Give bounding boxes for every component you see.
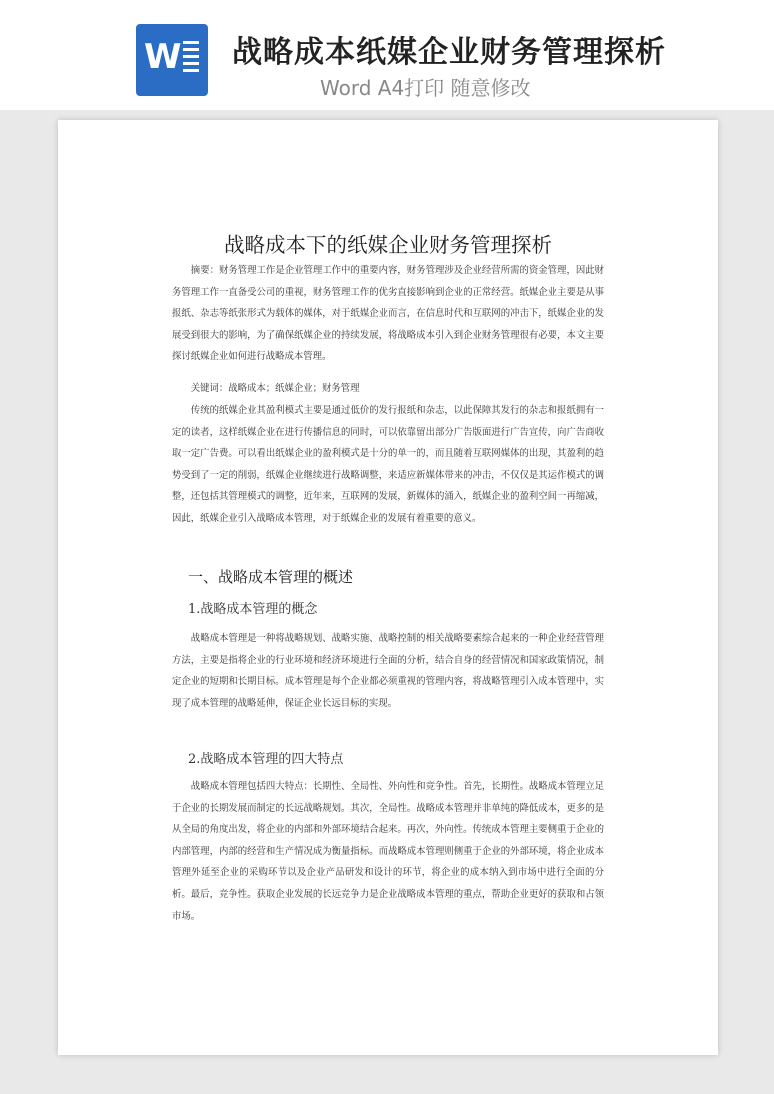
abstract-paragraph: 摘要：财务管理工作是企业管理工作中的重要内容，财务管理涉及企业经营所需的资金管理，因此财务管理工作一直备受公司的重视，财务管理工作的优劣直接影响到企业的正常经营。纸媒企业主要是从事报纸、杂志等纸张形式为载体的媒体，对于纸媒企业而言，在信息时代和互联网的冲击下，纸媒企业的发展受到很大的影响，为了确保纸媒企业的持续发展，将战略成本引入到企业财务管理很有必要，本文主要探讨纸媒企业如何进行战略成本管理。 bbox=[172, 265, 604, 363]
document-page bbox=[58, 120, 718, 1055]
word-document-icon bbox=[136, 24, 208, 96]
intro-paragraph: 传统的纸媒企业其盈利模式主要是通过低价的发行报纸和杂志，以此保障其发行的杂志和报纸拥有一定的读者，这样纸媒企业在进行传播信息的同时，可以依靠留出部分广告版面进行广告宣传，向广告商收取一定广告费。可以看出纸媒企业的盈利模式是十分的单一的，而且随着互联网媒体的出现，其盈利的趋势受到了一定的削弱，纸媒企业继续进行战略调整，来适应新媒体带来的冲击，不仅仅是其运作模式的调整，还包括其管理模式的调整，近年来，互联网的发展，新媒体的涌入，纸媒企业的盈利空间一再缩减，因此，纸媒企业引入战略成本管理，对于纸媒企业的发展有着重要的意义。 bbox=[172, 405, 604, 524]
subsection-2-paragraph: 战略成本管理包括四大特点：长期性、全局性、外向性和竞争性。首先，长期性。战略成本管理立足于企业的长期发展而制定的长远战略规划。其次，全局性。战略成本管理并非单纯的降低成本，更多的是从全局的角度出发，将企业的内部和外部环境结合起来。再次，外向性。传统成本管理主要侧重于企业的内部管理，内部的经营和生产情况成为衡量指标。而战略成本管理则侧重于企业的外部环境，将企业成本管理外延至企业的采购环节以及企业产品研发和设计的环节，将企业的成本纳入到市场中进行全面的分析。最后，竞争性。获取企业发展的长远竞争力是企业战略成本管理的重点，帮助企业更好的获取和占领市场。 bbox=[172, 781, 604, 922]
subsection-heading-1: 1.战略成本管理的概念 bbox=[188, 602, 318, 617]
header-subtitle: Word A4打印 随意修改 bbox=[320, 76, 531, 100]
header-title: 战略成本纸媒企业财务管理探析 bbox=[232, 35, 666, 70]
subsection-1-paragraph: 战略成本管理是一种将战略规划、战略实施、战略控制的相关战略要素综合起来的一种企业经营管理方法，主要是指将企业的行业环境和经济环境进行全面的分析，结合自身的经营情况和国家政策情况，制定企业的短期和长期目标。成本管理是每个企业都必须重视的管理内容，将战略管理引入成本管理中，实现了成本管理的战略延伸，保证企业长远目标的实现。 bbox=[172, 633, 604, 709]
keywords-line: 关键词：战略成本；纸媒企业；财务管理 bbox=[190, 383, 360, 394]
word-icon-letter: W bbox=[144, 37, 182, 77]
page-header bbox=[0, 0, 774, 110]
subsection-heading-2: 2.战略成本管理的四大特点 bbox=[188, 752, 344, 767]
word-icon-lines bbox=[183, 41, 199, 76]
section-heading-1: 一、战略成本管理的概述 bbox=[188, 568, 354, 586]
document-title: 战略成本下的纸媒企业财务管理探析 bbox=[224, 233, 552, 257]
